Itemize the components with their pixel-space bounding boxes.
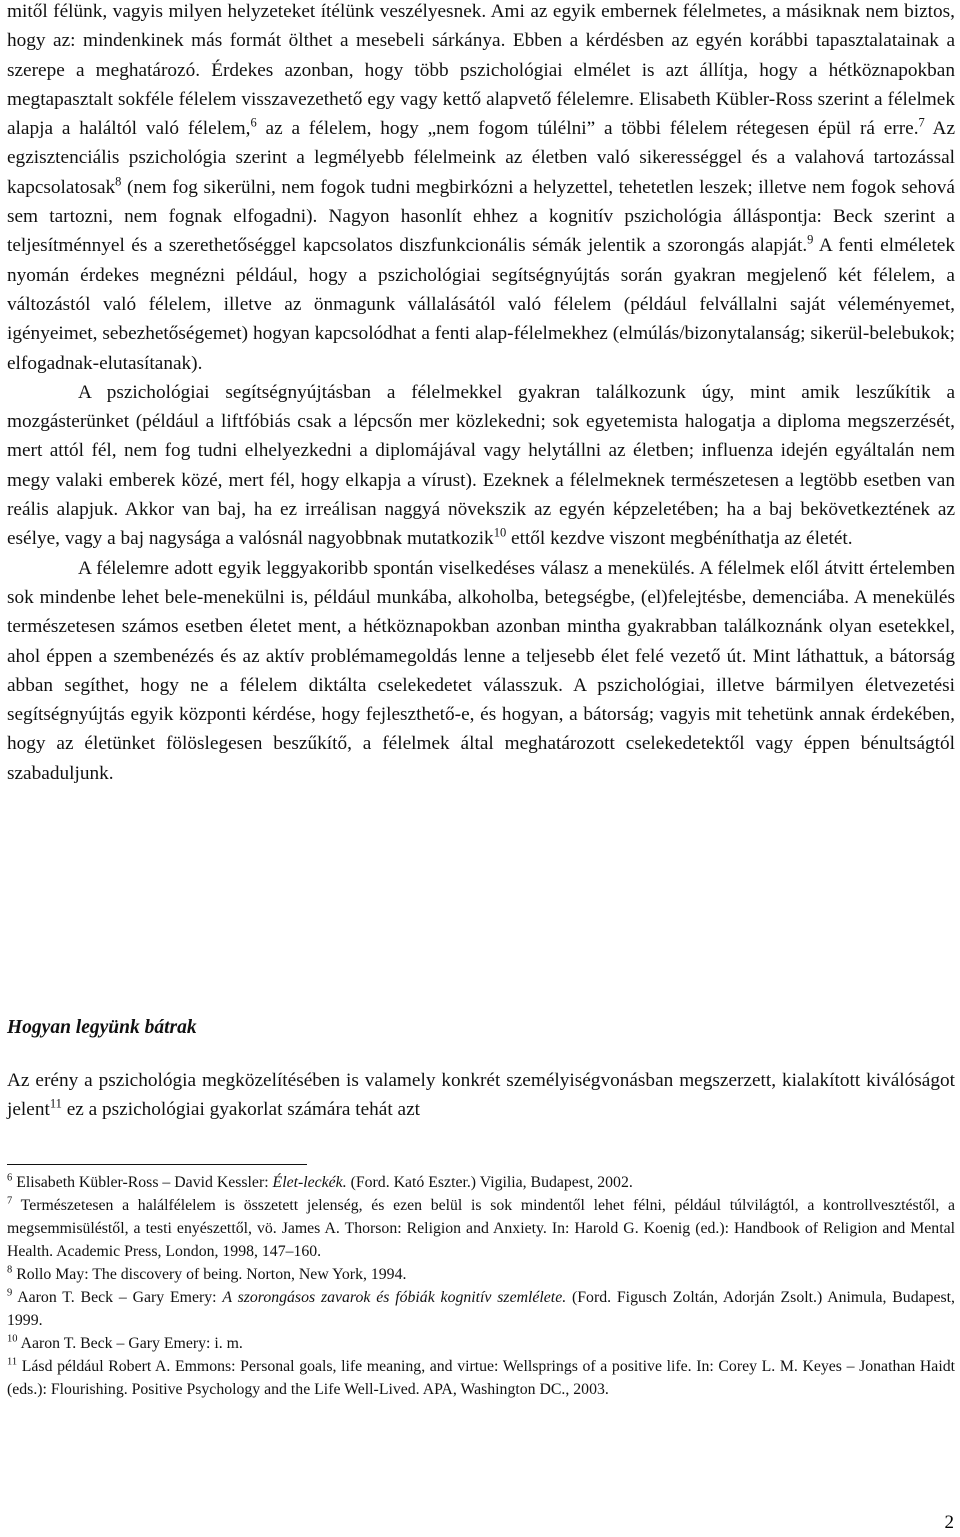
- text-segment: mitől félünk, vagyis milyen helyzeteket ítélünk veszélyesnek. Ami az egyik embernek félelmetes, a másiknak nem biztos, hogy az: mindenkinek más formát ölthet a mesebeli sárkánya. Ebben a kérdésben az egyén korábbi tapasztalatainak a szerepe a meghatározó. Érdekes azonban, hogy több pszichológiai elmélet is azt állítja, hogy a hétköznapokban megtapasztalt sokféle félelem visszavezethető egy vagy kettő alapvető félelemre. Elisabeth Kübler-Ross szerint a félelmek alapja a haláltól való félelem,: [7, 1, 955, 140]
- footnote-ref-10[interactable]: 10: [493, 525, 507, 540]
- paragraph-1: [7, 0, 955, 378]
- text-segment: (nem fog sikerülni, nem fogok tudni megbirkózni a helyzettel, tehetetlen leszek; illetve nem fogok sehová sem tartozni, nem fognak elfogadni). Nagyon hasonlít ehhez a kognitív pszichológia álláspontja: Beck szerint a teljesítménnyel és a szerethetőséggel kapcsolatos diszfunkcionális sémák jelentik a szorongás alapját.: [7, 176, 955, 257]
- paragraph-2: [7, 378, 955, 554]
- footnote-text: Rollo May: The discovery of being. Norton, New York, 1994.: [16, 1266, 407, 1283]
- paragraph-3: A félelemre adott egyik leggyakoribb spontán viselkedéses válasz a menekülés. A félelmek elől átvitt értelemben sok mindenbe lehet bele-menekülni is, például munkába, alkoholba, betegségbe, (el)felejtésbe, demenciába. A menekülés természetesen számos esetben életet ment, a hétköznapokban azonban mintha gyakrabban találkoznánk olyan esetekkel, ahol éppen a szembenézés és az aktív problémamegoldás lenne a teljesebb élet felé vezető út. Mint láthattuk, a bátorság abban segíthet, hogy ne a félelem diktálta cselekedetet válasszuk. A pszichológiai, illetve bármilyen életvezetési segítségnyújtás egyik központi kérdése, hogy fejleszthető-e, és hogyan, a bátorság; vagyis mit tehetünk annak érdekében, hogy az életünket fölöslegesen beszűkítő, a félelmek által meghatározott cselekedetektől vagy éppen bénultságtól szabaduljunk.: [7, 557, 955, 784]
- footnote-7: [7, 1194, 955, 1263]
- footnote-10: [7, 1332, 955, 1355]
- footnote-ref-6[interactable]: 6: [250, 115, 257, 130]
- text-segment: ez a pszichológiai gyakorlat számára tehát azt: [61, 1099, 421, 1121]
- footnote-text: Elisabeth Kübler-Ross – David Kessler:: [16, 1174, 273, 1191]
- footnote-11: [7, 1355, 955, 1401]
- footnote-title: A szorongásos zavarok és fóbiák kognitív szemlélete.: [222, 1289, 567, 1306]
- footnote-text: Aaron T. Beck – Gary Emery:: [17, 1289, 223, 1306]
- footnote-number: 9: [7, 1287, 13, 1299]
- footnote-text: (Ford. Figusch Zoltán, Adorján Zsolt.) Animula, Budapest, 1999.: [7, 1289, 956, 1329]
- text-segment: Az erény a pszichológia megközelítésében is valamely konkrét személyiségvonásban megszerzett, kialakított kiválóságot jelent: [7, 1070, 955, 1121]
- text-segment: ettől kezdve viszont megbéníthatja az életét.: [506, 528, 853, 550]
- section-title: Hogyan legyünk bátrak: [7, 1017, 197, 1038]
- footnote-9: [7, 1286, 955, 1332]
- footnote-number: 11: [7, 1356, 18, 1368]
- footnotes: [7, 1171, 955, 1401]
- text-segment: az a félelem, hogy „nem fogom túlélni” a többi félelem rétegesen épül rá erre.: [256, 118, 919, 140]
- body-text-top: [7, 0, 955, 788]
- footnote-number: 8: [7, 1264, 13, 1276]
- text-segment: Az egzisztenciális pszichológia szerint a legmélyebb félelmeink az életben való sikerességgel és a valahová tartozással kapcsolatosak: [7, 118, 956, 198]
- footnote-title: Élet-leckék.: [272, 1174, 347, 1191]
- footnote-text: Lásd például Robert A. Emmons: Personal goals, life meaning, and virtue: Wellsprings of a positive life. In: Corey L. M. Keyes – Jonathan Haidt (eds.): Flourishing. Positive Psychology and the Life Well-Lived. APA, Washington DC., 2003.: [7, 1358, 955, 1398]
- footnote-text: Aaron T. Beck – Gary Emery: i. m.: [20, 1335, 243, 1352]
- footnote-ref-11[interactable]: 11: [49, 1096, 62, 1111]
- body-text-bottom: [7, 1066, 955, 1125]
- footnote-text: (Ford. Kató Eszter.) Vigilia, Budapest, 2002.: [346, 1174, 633, 1191]
- footnote-number: 6: [7, 1172, 13, 1184]
- footnote-8: [7, 1263, 955, 1286]
- text-segment: A pszichológiai segítségnyújtásban a félelmekkel gyakran találkozunk úgy, mint amik leszűkítik a mozgásterünket (például a liftfóbiás csak a lépcsőn mer közlekedni; sok egyetemista halogatja a diploma megszerzését, mert attól fél, nem fog tudni elhelyezkedni a diplomájával vagy helytállni az életben; influenza idején egyáltalán nem megy valaki emberek közé, mert fél, hogy elkapja a vírust). Ezeknek a félelmeknek természetesen a legtöbb esetben van reális alapjuk. Akkor van baj, ha ez irreálisan naggyá növekszik az egyén képzeletében; ha a baj bekövetkeztének az esélye, vagy a baj nagysága a valósnál nagyobbnak mutatkozik: [7, 381, 955, 550]
- footnote-number: 10: [7, 1333, 18, 1345]
- footnote-number: 7: [7, 1195, 13, 1207]
- footnote-ref-7[interactable]: 7: [918, 115, 925, 130]
- page-number: 2: [944, 1512, 954, 1533]
- footnote-ref-8[interactable]: 8: [115, 174, 122, 189]
- paragraph-4: [7, 1066, 955, 1125]
- text-segment: A fenti elméletek nyomán érdekes megnézni például, hogy a pszichológiai segítségnyújtás során gyakran megjelenő két félelem, a változástól való félelem, illetve az önmagunk vállalásától való félelem (például felvállalni saját véleményemet, igényeimet, sebezhetőségemet) hogyan kapcsolódhat a fenti alap-félelmekhez (elmúlás/bizonytalanság; sikerül-belebukok; elfogadnak-elutasítanak).: [7, 235, 956, 374]
- footnote-divider: [7, 1164, 307, 1165]
- footnote-ref-9[interactable]: 9: [807, 232, 814, 247]
- footnote-6: [7, 1171, 955, 1194]
- footnote-text: Természetesen a halálfélelem is összetett jelenség, és ezen belül is sok mindentől lehet félni, például túlvilágtól, a kontrollvesztéstől, a megsemmisüléstől, a testi enyészettől, vö. James A. Thorson: Religion and Anxiety. In: Harold G. Koenig (ed.): Handbook of Religion and Mental Health. Academic Press, London, 1998, 147–160.: [7, 1197, 955, 1260]
